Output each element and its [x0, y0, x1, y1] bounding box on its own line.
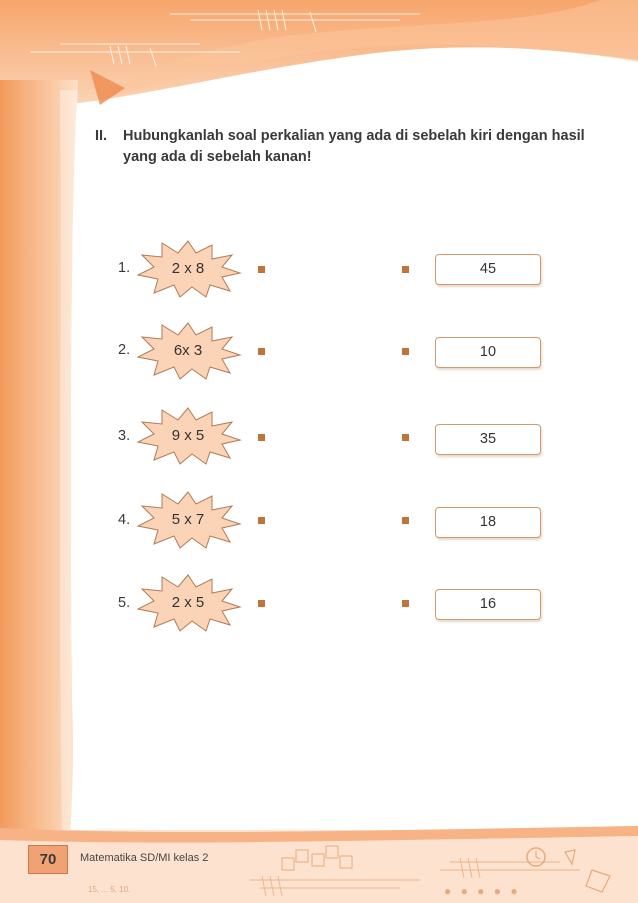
problem-text: 9 x 5: [171, 427, 205, 444]
exercise-row-5: [0, 573, 638, 633]
left-connection-point[interactable]: [258, 434, 265, 441]
right-connection-point[interactable]: [402, 266, 409, 273]
exercise-row-1: [0, 239, 638, 299]
answer-box: 35: [435, 424, 541, 455]
row-number: 4.: [118, 512, 131, 528]
row-number: 3.: [118, 428, 131, 444]
exercise-row-2: [0, 321, 638, 381]
instruction-text: Hubungkanlah soal perkalian yang ada di sebelah kiri dengan hasil yang ada di sebelah kanan!: [123, 128, 585, 165]
right-connection-point[interactable]: [402, 348, 409, 355]
problem-starburst: [132, 321, 244, 381]
right-connection-point[interactable]: [402, 517, 409, 524]
left-connection-point[interactable]: [258, 266, 265, 273]
problem-text: 6x 3: [173, 342, 203, 359]
problem-text: 2 x 8: [171, 260, 205, 277]
answer-box: 10: [435, 337, 541, 368]
answer-box: 45: [435, 254, 541, 285]
row-number: 2.: [118, 342, 131, 358]
left-connection-point[interactable]: [258, 600, 265, 607]
row-number: 1.: [118, 260, 131, 276]
answer-box: 18: [435, 507, 541, 538]
problem-starburst: [132, 490, 244, 550]
problem-text: 5 x 7: [171, 511, 205, 528]
problem-starburst: [132, 573, 244, 633]
problem-starburst: [132, 406, 244, 466]
left-connection-point[interactable]: [258, 517, 265, 524]
exercise-row-4: [0, 490, 638, 550]
row-number: 5.: [118, 595, 131, 611]
problem-text: 2 x 5: [171, 594, 205, 611]
left-connection-point[interactable]: [258, 348, 265, 355]
right-connection-point[interactable]: [402, 600, 409, 607]
footer-dots: ● ● ● ● ●: [444, 884, 521, 898]
right-connection-point[interactable]: [402, 434, 409, 441]
book-title: Matematika SD/MI kelas 2: [80, 852, 209, 864]
instruction-number: II.: [95, 128, 108, 144]
problem-starburst: [132, 239, 244, 299]
answer-box: 16: [435, 589, 541, 620]
footer-sequence-text: 15, ... 5, 10.: [88, 885, 131, 894]
exercise-row-3: [0, 406, 638, 466]
page-number: 70: [28, 845, 68, 874]
